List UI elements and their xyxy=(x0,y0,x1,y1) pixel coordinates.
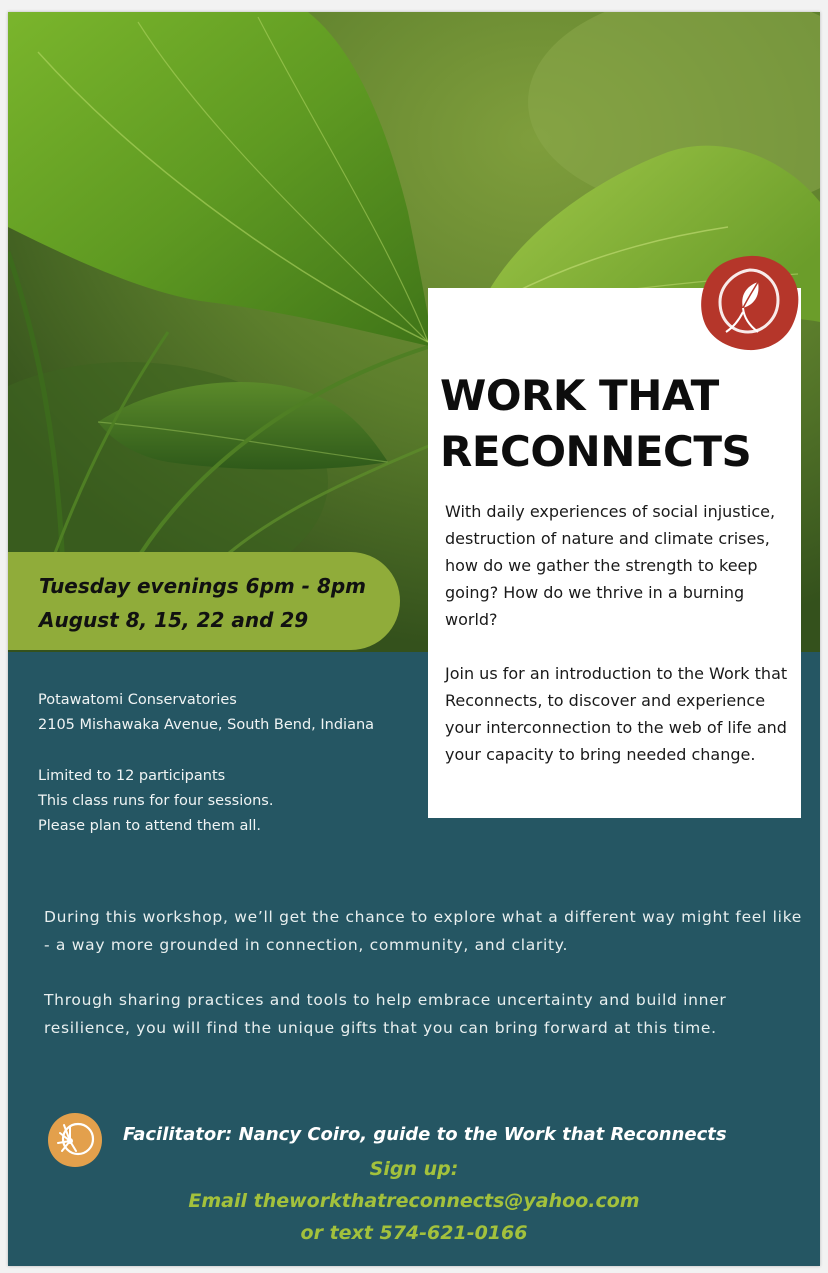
schedule-time: Tuesday evenings 6pm - 8pm xyxy=(39,574,367,598)
participant-limit: Limited to 12 participants xyxy=(38,768,226,784)
workshop-paragraph-2: Through sharing practices and tools to help embrace uncertainty and build inner resilience, you will find the unique gifts that you can bring forward at this time. xyxy=(44,991,727,1037)
intro-paragraph-2: Join us for an introduction to the Work that Reconnects, to discover and experience your interconnection to the web of life and your capacity to bring needed change. xyxy=(445,664,788,764)
intro-paragraph-1: With daily experiences of social injustice, destruction of nature and climate crises, how do we gather the strength to keep going? How do we thrive in a burning world? xyxy=(445,502,776,629)
schedule-pill xyxy=(8,552,400,650)
poster xyxy=(8,12,820,1266)
workshop-paragraph-1: During this workshop, we’ll get the chance to explore what a different way might feel like - a way more grounded in connection, community, and clarity. xyxy=(44,908,803,954)
attendance-note: Please plan to attend them all. xyxy=(38,818,262,834)
red-seed-seal-icon xyxy=(698,252,802,354)
session-count: This class runs for four sessions. xyxy=(38,793,274,809)
facilitator: Facilitator: Nancy Coiro, guide to the Work that Reconnects xyxy=(123,1124,727,1145)
title-line-2: RECONNECTS xyxy=(440,427,752,476)
schedule-dates: August 8, 15, 22 and 29 xyxy=(39,608,309,632)
info-box xyxy=(428,288,801,818)
venue-address: 2105 Mishawaka Avenue, South Bend, Indiana xyxy=(38,717,375,733)
participant-info xyxy=(38,764,273,839)
page-title xyxy=(440,368,751,480)
signup-label: Sign up: xyxy=(369,1158,459,1180)
title-line-1: WORK THAT xyxy=(440,371,719,420)
venue-name: Potawatomi Conservatories xyxy=(38,692,237,708)
signup-email[interactable]: Email theworkthatreconnects@yahoo.com xyxy=(188,1190,640,1212)
signup-phone[interactable]: or text 574-621-0166 xyxy=(300,1222,528,1244)
venue xyxy=(38,688,374,738)
